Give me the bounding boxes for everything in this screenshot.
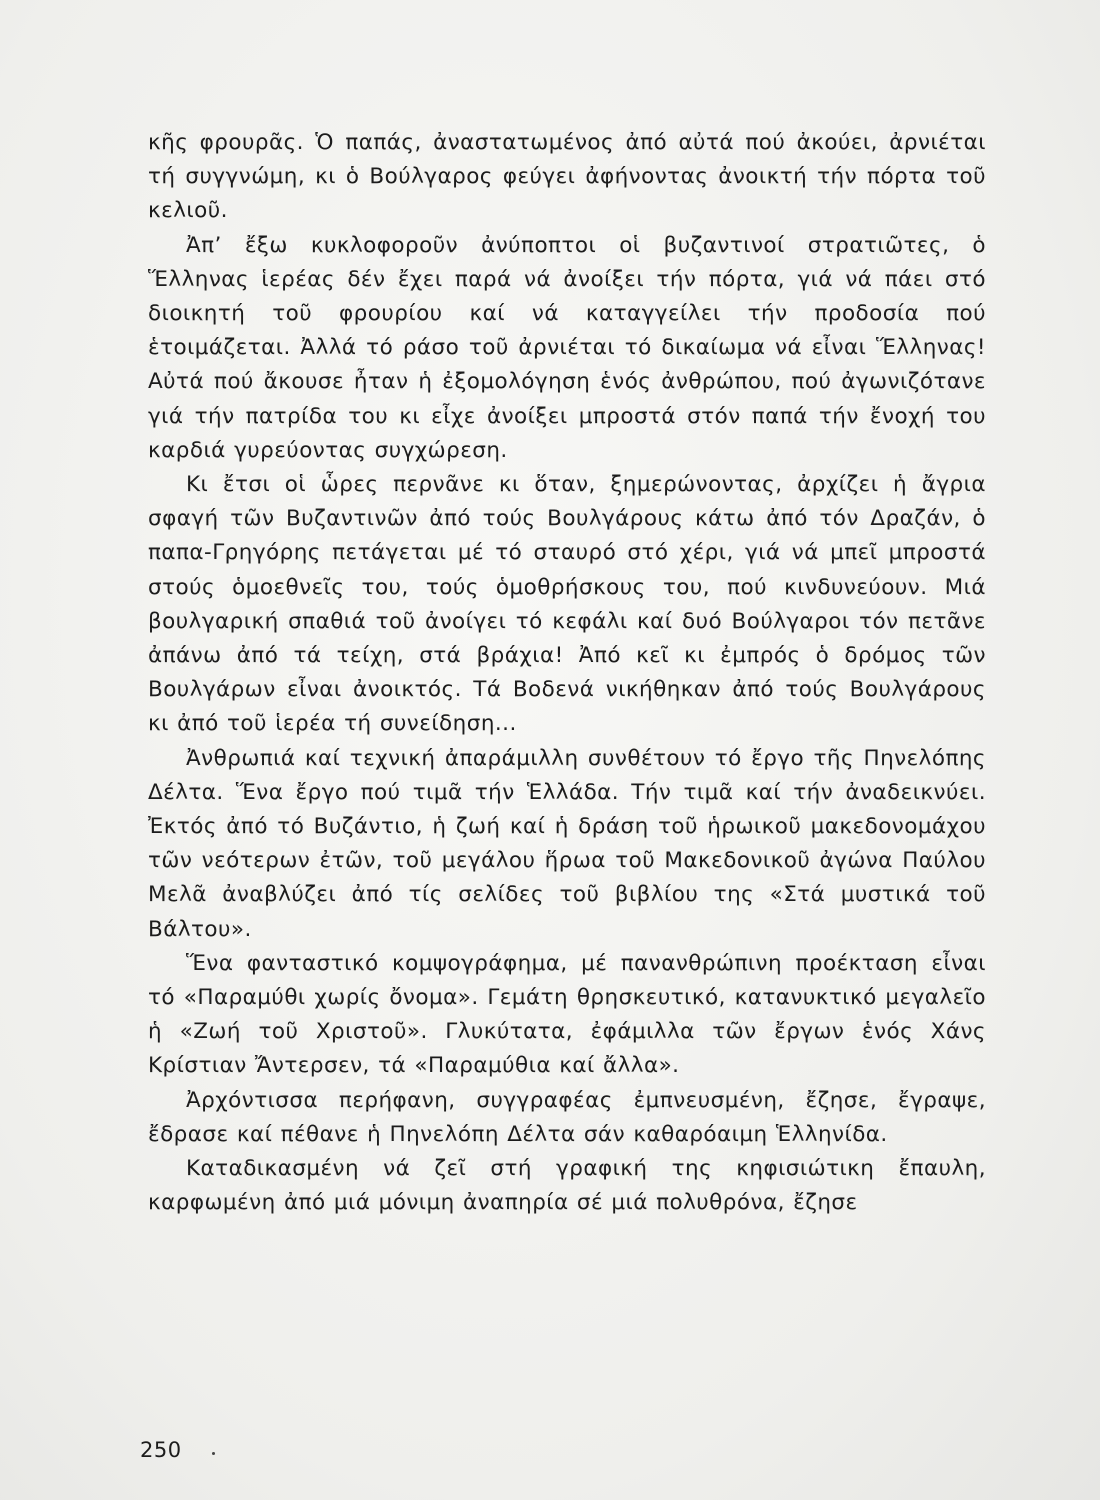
page-body — [148, 126, 986, 1221]
paragraph-4: Ἀνθρωπιά καί τεχνική ἀπαράμιλλη συνθέτουν τό ἔργο τῆς Πηνελόπης Δέλτα. Ἕνα ἔργο πού τιμᾶ τήν Ἑλλάδα. Τήν τιμᾶ καί τήν ἀναδεικνύει. Ἐκτός ἀπό τό Βυζάντιο, ἡ ζωή καί ἡ δράση τοῦ ἡρωικοῦ μακεδονομάχου τῶν νεότερων ἐτῶν, τοῦ μεγάλου ἥρωα τοῦ Μακεδονικοῦ ἀγώνα Παύλου Μελᾶ ἀναβλύζει ἀπό τίς σελίδες τοῦ βιβλίου της «Στά μυστικά τοῦ Βάλτου». — [148, 745, 986, 942]
paragraph-7: Καταδικασμένη νά ζεῖ στή γραφική της κηφισιώτικη ἔπαυλη, καρφωμένη ἀπό μιά μόνιμη ἀναπηρία σέ μιά πολυθρόνα, ἔζησε — [148, 1156, 986, 1216]
paragraph-3: Κι ἔτσι οἱ ὧρες περνᾶνε κι ὅταν, ξημερώνοντας, ἀρχίζει ἡ ἄγρια σφαγή τῶν Βυζαντινῶν ἀπό τούς Βουλγάρους κάτω ἀπό τόν Δραζάν, ὁ παπα-Γρηγόρης πετάγεται μέ τό σταυρό στό χέρι, γιά νά μπεῖ μπροστά στούς ὁμοεθνεῖς του, τούς ὁμοθρήσκους του, πού κινδυνεύουν. Μιά βουλγαρική σπαθιά τοῦ ἀνοίγει τό κεφάλι καί δυό Βούλγαροι τόν πετᾶνε ἀπάνω ἀπό τά τείχη, στά βράχια! Ἀπό κεῖ κι ἐμπρός ὁ δρόμος τῶν Βουλγάρων εἶναι ἀνοικτός. Τά Βοδενά νικήθηκαν ἀπό τούς Βουλγάρους κι ἀπό τοῦ ἱερέα τή συνείδηση... — [148, 472, 986, 737]
paragraph-6: Ἀρχόντισσα περήφανη, συγγραφέας ἐμπνευσμένη, ἔζησε, ἔγραψε, ἔδρασε καί πέθανε ἡ Πηνελόπη Δέλτα σάν καθαρόαιμη Ἑλληνίδα. — [148, 1087, 986, 1147]
print-speck — [212, 1452, 215, 1455]
page-number: 250 — [140, 1438, 182, 1462]
paragraph-1: κῆς φρουρᾶς. Ὁ παπάς, ἀναστατωμένος ἀπό αὐτά πού ἀκούει, ἀρνιέται τή συγγνώμη, κι ὁ Βούλγαρος φεύγει ἀφήνοντας ἀνοικτή τήν πόρτα τοῦ κελιοῦ. — [148, 130, 986, 224]
paragraph-2: Ἀπ’ ἔξω κυκλοφοροῦν ἀνύποπτοι οἱ βυζαντινοί στρατιῶτες, ὁ Ἕλληνας ἱερέας δέν ἔχει παρά νά ἀνοίξει τήν πόρτα, γιά νά πάει στό διοικητή τοῦ φρουρίου καί νά καταγγείλει τήν προδοσία πού ἑτοιμάζεται. Ἀλλά τό ράσο τοῦ ἀρνιέται τό δικαίωμα νά εἶναι Ἕλληνας! Αὐτά πού ἄκουσε ἦταν ἡ ἐξομολόγηση ἑνός ἀνθρώπου, πού ἀγωνιζότανε γιά τήν πατρίδα του κι εἶχε ἀνοίξει μπροστά στόν παπά τήν ἔνοχή του καρδιά γυρεύοντας συγχώρεση. — [148, 232, 986, 463]
paragraph-5: Ἕνα φανταστικό κομψογράφημα, μέ πανανθρώπινη προέκταση εἶναι τό «Παραμύθι χωρίς ὄνομα». Γεμάτη θρησκευτικό, κατανυκτικό μεγαλεῖο ἡ «Ζωή τοῦ Χριστοῦ». Γλυκύτατα, ἐφάμιλλα τῶν ἔργων ἑνός Χάνς Κρίστιαν Ἄντερσεν, τά «Παραμύθια καί ἄλλα». — [148, 950, 986, 1079]
